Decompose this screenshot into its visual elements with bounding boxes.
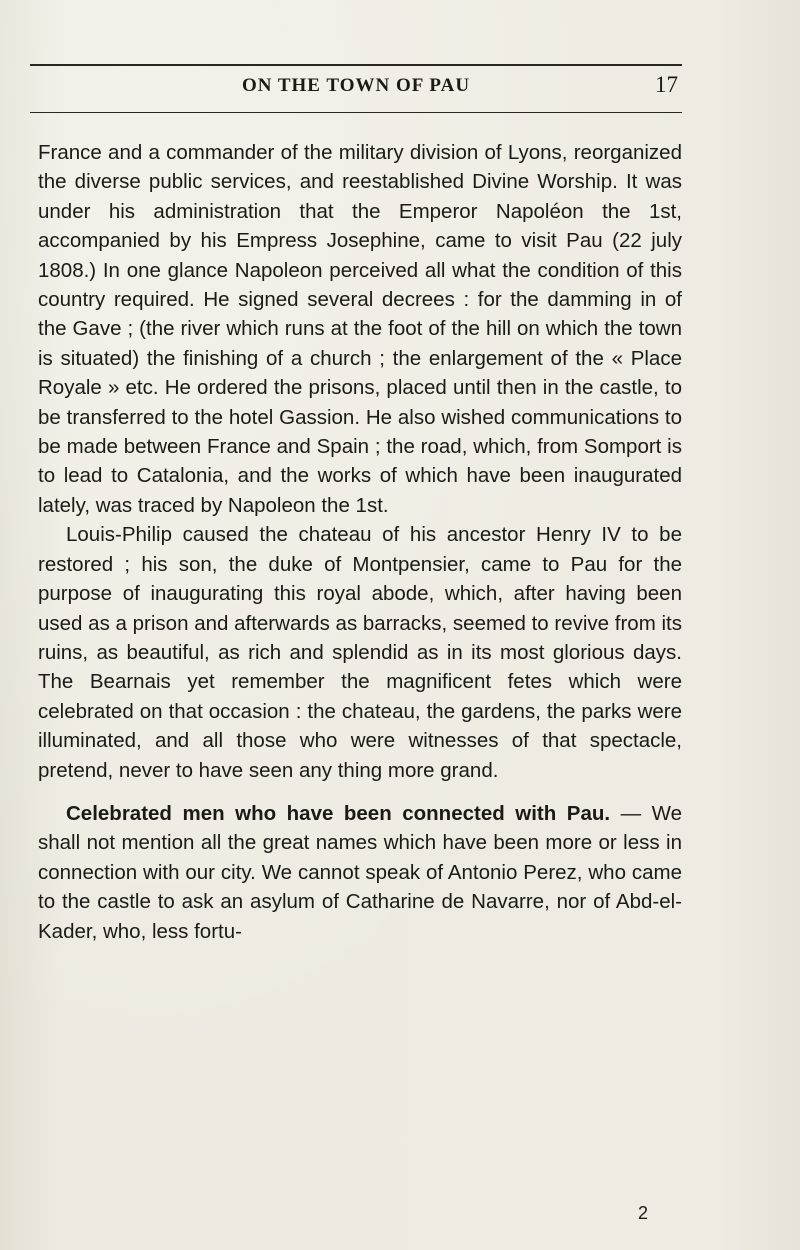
header-rule-bottom (30, 112, 682, 113)
signature-mark: 2 (638, 1203, 649, 1223)
header-rule-top (30, 64, 682, 66)
paragraph-1: France and a commander of the military division of Lyons, reorganized the diverse public services, and reestablished Divine Worship. It was under his administration that the Emperor Napoléon the 1st, accompanied by his Empress Josephine, came to visit Pau (22 july 1808.) In one glance Napoleon perceived all what the condition of this country required. He signed several decrees : for the damming in of the Gave ; (the river which runs at the foot of the hill on which the town is situated) the finishing of a church ; the enlargement of the « Place Royale » etc. He ordered the prisons, placed until then in the castle, to be transferred to the hotel Gassion. He also wished communications to be made between France and Spain ; the road, which, from Somport is to lead to Catalonia, and the works of which have been inaugurated lately, was traced by Napoleon the 1st. (38, 141, 682, 517)
section-heading: Celebrated men who have been connected with Pau. (66, 801, 611, 825)
paragraph-2: Louis-Philip caused the chateau of his ancestor Henry IV to be restored ; his son, the duke of Montpensier, came to Pau for the purpose of inaugurating this royal abode, which, after having been used as a prison and afterwards as barracks, seemed to revive from its ruins, as beautiful, as rich and splendid as in its most glorious days. The Bearnais yet remember the magnificent fetes which were celebrated on that occasion : the chateau, the gardens, the parks were illuminated, and all those who were witnesses of that spectacle, pretend, never to have seen any thing more grand. (38, 523, 682, 782)
header-page-number: 17 (655, 72, 678, 97)
section-celebrated-men (38, 799, 682, 946)
running-head (30, 64, 682, 114)
body-text (38, 138, 682, 946)
section-paragraph: — We shall not mention all the great names which have been more or less in connection with our city. We cannot speak of Antonio Perez, who came to the castle to ask an asylum of Catharine de Navarre, nor of Abd-el-Kader, who, less fortu- (38, 801, 682, 943)
page-title: ON THE TOWN OF PAU (241, 75, 471, 96)
